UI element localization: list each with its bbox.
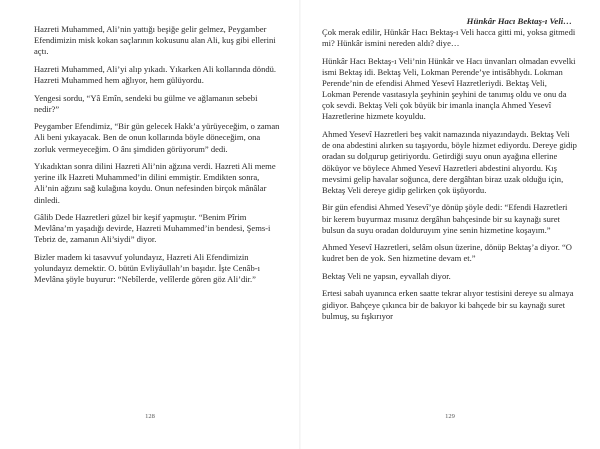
left-paragraph-3: Yengesi sordu, “Yâ Emîn, sendeki bu gülme ve ağlamanın sebebi nedir?” bbox=[34, 92, 258, 114]
right-page bbox=[300, 0, 600, 449]
left-paragraph-5: Yıkadıktan sonra dilini Hazreti Ali’nin ağzına verdi. Hazreti Ali meme yerine ilk Hazreti Muhammed’in dilini emmiştir. Emdikten sonra, Ali’nin ağzını sağ kulağına koydu. Onun nefesinden birçok mânâlar dinledi. bbox=[34, 161, 276, 205]
left-paragraph-6: Gâlib Dede Hazretleri güzel bir keşif yapmıştır. “Benim Pîrim Mevlâna’m yaşadığı devirde, Hazreti Muhammed’in bendesi, Şems-i Tebriz de, zamanın Ali’siydi” diyor. bbox=[34, 212, 271, 245]
left-paragraph-7: Bizler madem ki tasavvuf yolundayız, Hazreti Ali Efendimizin yolundayız demektir. O. bütün Evliyâullah’ın başıdır. İşte Cenâb-ı Mevlâna şöyle buyurur: “Nebîlerde, velîlerde gören göz Ali’dir.” bbox=[34, 252, 260, 285]
right-paragraph-2: Hünkâr Hacı Bektaş-ı Veli’nin Hünkâr ve Hacı ünvanları olmadan evvelki ismi Bektaş idi. Bektaş Veli, Lokman Perende’ye intisâbhydı. Lokman Perende’nin de efendisi Ahmed Yesevî Hazretleriydi. Bektaş Veli, Lokman Perende vasıtasıyla şeyhinin şeyhini de tanımış oldu ve onu da çok sevdi. Bektaş Veli çok büyük bir imanla inançla Ahmed Yesevî Hazretlerine hizmete koyuldu. bbox=[322, 55, 576, 122]
left-page-number: 128 bbox=[145, 413, 155, 420]
right-page-number: 129 bbox=[445, 413, 455, 420]
right-paragraph-3: Ahmed Yesevî Hazretleri beş vakit namazında niyazındaydı. Bektaş Veli de ona abdestini alırken su taşıyordu, böyle hizmet ediyordu. Dereye gidip oradan su dolдurup getiriyordu. Getirdiği suyu onun ayağına ellerine döküyor ve böylece Ahmed Yesevî Hazretleri abdestini alıyordu. Kış mevsimi gelip havalar soğunca, dere dergâhtan biraz uzak olduğu için, Bektaş Veli dereye gidip gelirken çok üşüyordu. bbox=[322, 129, 577, 195]
left-paragraph-2: Hazreti Muhammed, Ali’yi alıp yıkadı. Yıkarken Ali kollarında döndü. Hazreti Muhammed hem ağlıyor, hem gülüyordu. bbox=[34, 63, 277, 86]
right-paragraph-1: Çok merak edilir, Hünkâr Hacı Bektaş-ı Veli hacca gitti mi, yoksa gitmedi mi? Hünkâr ismini nereden aldı? diye… bbox=[322, 27, 576, 49]
right-paragraph-7: Ertesi sabah uyanınca erken saatte tekrar alıyor testisini dereye su almaya gidiyor. Bahçeye çıkınca bir de bakıyor ki bahçede bir su kaynağı suret bulmuş, su fışkırıyor bbox=[322, 288, 574, 321]
right-paragraph-6: Bektaş Veli ne yapsın, eyvallah diyor. bbox=[322, 270, 451, 281]
left-paragraph-4: Peygamber Efendimiz, “Bir gün gelecek Hakk’a yürüyeceğim, o zaman Ali beni yıkayacak. Ben de onun kollarında böyle döneceğim, ona zorluk vermeyeceğim. O ânı şimdiden görüyorum” dedi. bbox=[34, 121, 280, 154]
right-paragraph-4: Bir gün efendisi Ahmed Yesevî’ye dönüp şöyle dedi: “Efendi Hazretleri bir kerem buyurmaz mısınız dergâhın bahçesinde bir su kaynağı suret bulsun da suyu oradan dolduruyım yine senin hizmetine koşayım.” bbox=[322, 202, 568, 235]
running-head: Hünkâr Hacı Bektaş-ı Veli… bbox=[466, 16, 572, 26]
left-paragraph-1: Hazreti Muhammed, Ali’nin yattığı beşiğe gelir gelmez, Peygamber Efendimizin misk kokan saçlarının kokusunu alan Ali, kuş gibi ellerini açtı. bbox=[34, 24, 276, 57]
right-paragraph-5: Ahmed Yesevî Hazretleri, selâm olsun üzerine, dönüp Bektaş’a diyor. “O kudret ben de yok. Sen hizmetine devam et.” bbox=[322, 242, 572, 264]
